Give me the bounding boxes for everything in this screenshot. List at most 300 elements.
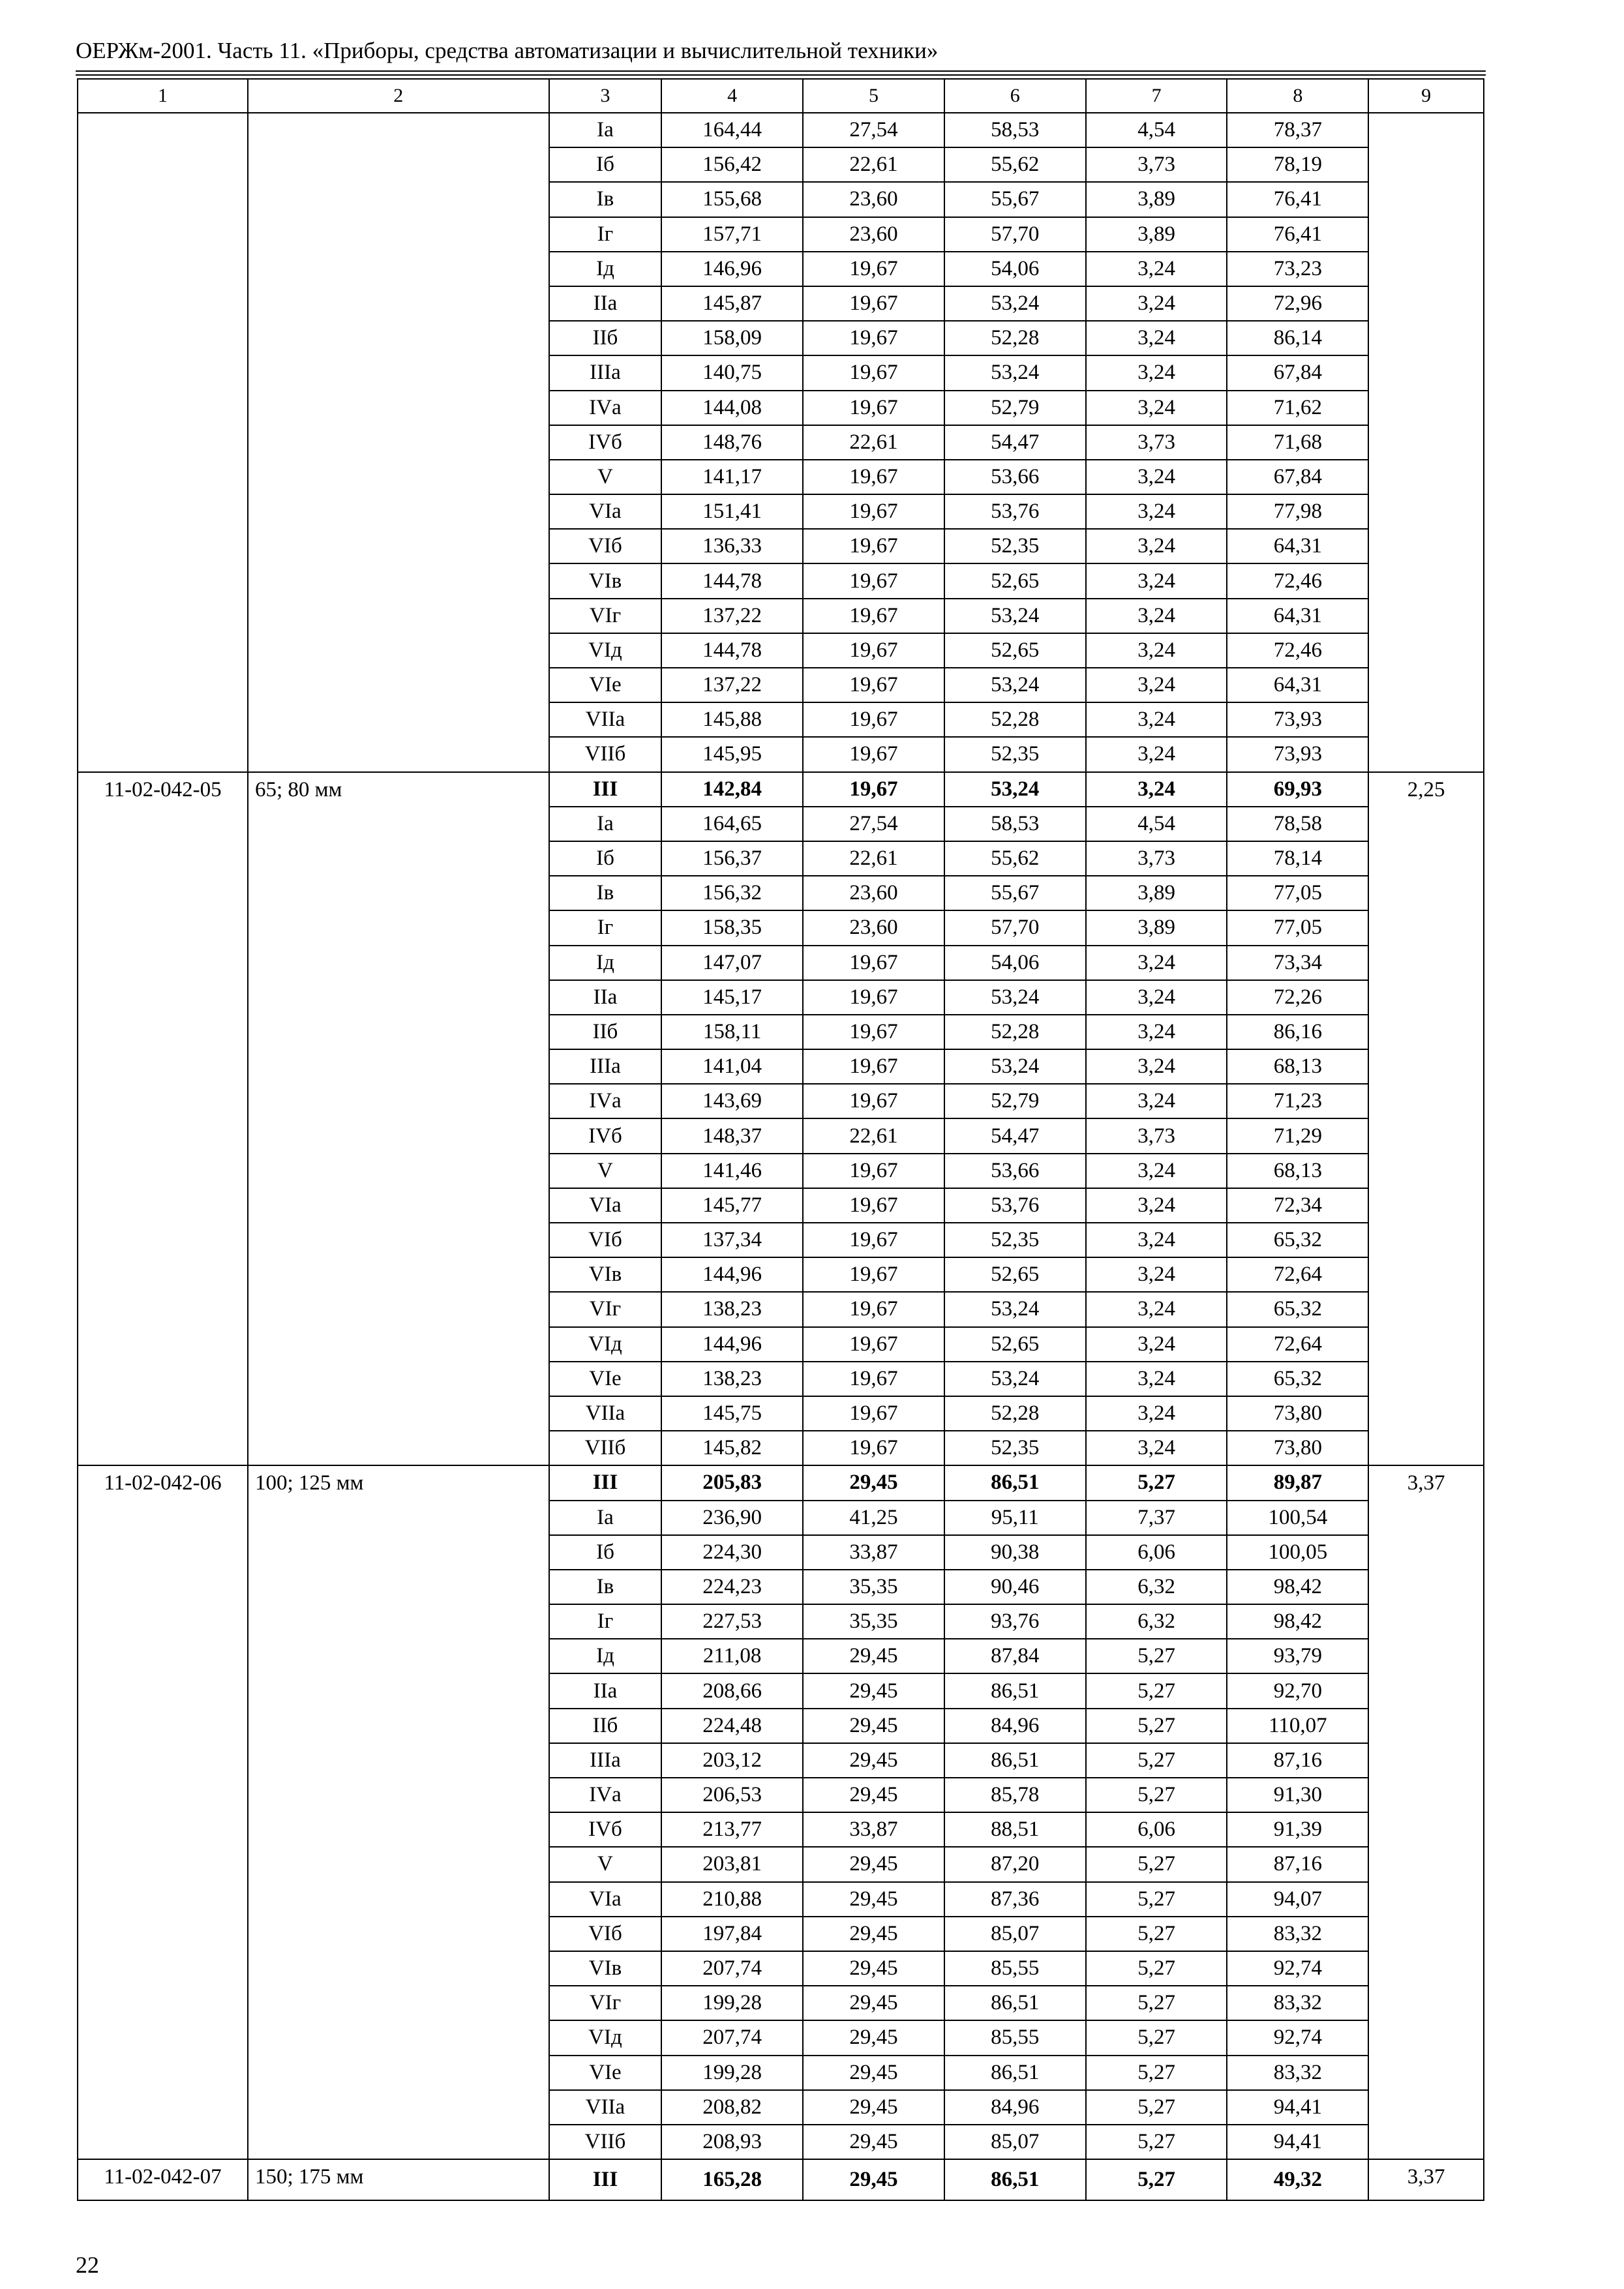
value-cell: 93,76 bbox=[944, 1604, 1086, 1639]
value-cell: 54,06 bbox=[944, 252, 1086, 286]
value-cell: 4,54 bbox=[1086, 113, 1227, 147]
variant-cell: Iб bbox=[549, 1535, 662, 1570]
value-cell: 197,84 bbox=[661, 1917, 803, 1951]
value-cell: 53,66 bbox=[944, 460, 1086, 494]
value-cell: 213,77 bbox=[661, 1812, 803, 1847]
value-cell: 93,79 bbox=[1227, 1639, 1368, 1673]
value-cell: 208,82 bbox=[661, 2090, 803, 2125]
value-cell: 23,60 bbox=[803, 876, 944, 910]
header-rule bbox=[76, 70, 1486, 72]
variant-cell: Iа bbox=[549, 1501, 662, 1535]
variant-cell: V bbox=[549, 1154, 662, 1188]
value-cell: 87,16 bbox=[1227, 1743, 1368, 1778]
value-cell: 3,24 bbox=[1086, 702, 1227, 737]
value-cell: 29,45 bbox=[803, 1951, 944, 1986]
value-cell: 55,62 bbox=[944, 147, 1086, 182]
value-cell: 64,31 bbox=[1227, 668, 1368, 702]
column-header: 2 bbox=[248, 79, 549, 113]
value-cell: 85,07 bbox=[944, 2125, 1086, 2159]
value-cell: 29,45 bbox=[803, 1882, 944, 1917]
value-cell: 19,67 bbox=[803, 737, 944, 771]
value-cell: 5,27 bbox=[1086, 2056, 1227, 2090]
value-cell: 5,27 bbox=[1086, 1465, 1227, 1500]
value-cell: 77,05 bbox=[1227, 876, 1368, 910]
variant-cell: IIа bbox=[549, 286, 662, 321]
value-cell: 64,31 bbox=[1227, 599, 1368, 633]
value-cell: 164,65 bbox=[661, 807, 803, 841]
variant-cell: IIIа bbox=[549, 355, 662, 390]
value-cell: 78,58 bbox=[1227, 807, 1368, 841]
variant-cell: VIе bbox=[549, 1362, 662, 1396]
value-cell: 19,67 bbox=[803, 1223, 944, 1257]
value-cell: 29,45 bbox=[803, 1986, 944, 2020]
variant-cell: Iб bbox=[549, 841, 662, 876]
variant-cell: IIб bbox=[549, 1015, 662, 1049]
value-cell: 145,82 bbox=[661, 1431, 803, 1465]
value-cell: 208,66 bbox=[661, 1673, 803, 1708]
value-cell: 78,37 bbox=[1227, 113, 1368, 147]
value-cell: 148,37 bbox=[661, 1118, 803, 1153]
column-header: 7 bbox=[1086, 79, 1227, 113]
value-cell: 5,27 bbox=[1086, 1778, 1227, 1812]
table-row bbox=[78, 2159, 1484, 2200]
value-cell: 5,27 bbox=[1086, 1882, 1227, 1917]
value-cell: 137,22 bbox=[661, 668, 803, 702]
value-cell: 94,07 bbox=[1227, 1882, 1368, 1917]
variant-cell: VIIа bbox=[549, 702, 662, 737]
value-cell: 3,24 bbox=[1086, 286, 1227, 321]
value-cell: 143,69 bbox=[661, 1084, 803, 1118]
value-cell: 19,67 bbox=[803, 702, 944, 737]
value-cell: 19,67 bbox=[803, 946, 944, 980]
value-cell: 145,77 bbox=[661, 1188, 803, 1223]
value-cell: 5,27 bbox=[1086, 2020, 1227, 2055]
code-cell: 11-02-042-06 bbox=[78, 1465, 248, 2159]
value-cell: 29,45 bbox=[803, 1709, 944, 1743]
value-cell: 49,32 bbox=[1227, 2159, 1368, 2200]
column-number-row bbox=[78, 79, 1484, 113]
value-cell: 71,23 bbox=[1227, 1084, 1368, 1118]
value-cell: 67,84 bbox=[1227, 355, 1368, 390]
value-cell: 3,24 bbox=[1086, 633, 1227, 668]
value-cell: 3,73 bbox=[1086, 841, 1227, 876]
value-cell: 19,67 bbox=[803, 1049, 944, 1084]
value-cell: 5,27 bbox=[1086, 1673, 1227, 1708]
value-cell: 71,68 bbox=[1227, 425, 1368, 460]
value-cell: 3,24 bbox=[1086, 1223, 1227, 1257]
value-cell: 158,09 bbox=[661, 321, 803, 355]
variant-cell: Iа bbox=[549, 113, 662, 147]
column-header: 5 bbox=[803, 79, 944, 113]
variant-cell: Iа bbox=[549, 807, 662, 841]
value-cell: 19,67 bbox=[803, 1362, 944, 1396]
code-cell: 11-02-042-07 bbox=[78, 2159, 248, 2200]
value-cell: 19,67 bbox=[803, 633, 944, 668]
value-cell: 144,96 bbox=[661, 1327, 803, 1362]
value-cell: 142,84 bbox=[661, 772, 803, 807]
variant-cell: VIд bbox=[549, 2020, 662, 2055]
value-cell: 90,38 bbox=[944, 1535, 1086, 1570]
value-cell: 3,24 bbox=[1086, 772, 1227, 807]
value-cell: 58,53 bbox=[944, 113, 1086, 147]
value-cell: 33,87 bbox=[803, 1812, 944, 1847]
value-cell: 5,27 bbox=[1086, 1986, 1227, 2020]
value-cell: 3,24 bbox=[1086, 355, 1227, 390]
value-cell: 3,73 bbox=[1086, 1118, 1227, 1153]
value-cell: 35,35 bbox=[803, 1570, 944, 1604]
value-cell: 208,93 bbox=[661, 2125, 803, 2159]
value-cell: 3,24 bbox=[1086, 1292, 1227, 1326]
value-cell: 65,32 bbox=[1227, 1362, 1368, 1396]
value-cell: 29,45 bbox=[803, 2159, 944, 2200]
value-cell: 148,76 bbox=[661, 425, 803, 460]
value-cell: 83,32 bbox=[1227, 2056, 1368, 2090]
value-cell: 53,24 bbox=[944, 980, 1086, 1015]
value-cell: 3,24 bbox=[1086, 321, 1227, 355]
variant-cell: IVа bbox=[549, 391, 662, 425]
variant-cell: VIIб bbox=[549, 2125, 662, 2159]
coefficient-cell bbox=[1368, 113, 1484, 772]
variant-cell: IIб bbox=[549, 321, 662, 355]
value-cell: 6,06 bbox=[1086, 1535, 1227, 1570]
value-cell: 29,45 bbox=[803, 1778, 944, 1812]
table-row bbox=[78, 772, 1484, 807]
table-body bbox=[78, 113, 1484, 2200]
variant-cell: IVа bbox=[549, 1778, 662, 1812]
variant-cell: IIIа bbox=[549, 1049, 662, 1084]
value-cell: 19,67 bbox=[803, 980, 944, 1015]
value-cell: 53,24 bbox=[944, 355, 1086, 390]
value-cell: 145,95 bbox=[661, 737, 803, 771]
value-cell: 22,61 bbox=[803, 425, 944, 460]
value-cell: 53,24 bbox=[944, 286, 1086, 321]
page-number: 22 bbox=[76, 2252, 99, 2278]
value-cell: 3,24 bbox=[1086, 668, 1227, 702]
value-cell: 3,24 bbox=[1086, 1396, 1227, 1431]
value-cell: 52,35 bbox=[944, 529, 1086, 563]
value-cell: 86,51 bbox=[944, 1465, 1086, 1500]
value-cell: 5,27 bbox=[1086, 2090, 1227, 2125]
value-cell: 53,24 bbox=[944, 1362, 1086, 1396]
value-cell: 86,16 bbox=[1227, 1015, 1368, 1049]
value-cell: 52,79 bbox=[944, 391, 1086, 425]
value-cell: 137,34 bbox=[661, 1223, 803, 1257]
variant-cell: VIе bbox=[549, 668, 662, 702]
value-cell: 58,53 bbox=[944, 807, 1086, 841]
value-cell: 19,67 bbox=[803, 391, 944, 425]
value-cell: 72,46 bbox=[1227, 563, 1368, 598]
value-cell: 211,08 bbox=[661, 1639, 803, 1673]
value-cell: 206,53 bbox=[661, 1778, 803, 1812]
value-cell: 23,60 bbox=[803, 182, 944, 217]
value-cell: 55,67 bbox=[944, 182, 1086, 217]
value-cell: 72,96 bbox=[1227, 286, 1368, 321]
value-cell: 29,45 bbox=[803, 2125, 944, 2159]
value-cell: 3,24 bbox=[1086, 1049, 1227, 1084]
variant-cell: VIб bbox=[549, 1223, 662, 1257]
value-cell: 155,68 bbox=[661, 182, 803, 217]
value-cell: 53,76 bbox=[944, 1188, 1086, 1223]
value-cell: 85,78 bbox=[944, 1778, 1086, 1812]
value-cell: 86,51 bbox=[944, 2056, 1086, 2090]
value-cell: 5,27 bbox=[1086, 1639, 1227, 1673]
table-row bbox=[78, 113, 1484, 147]
column-header: 4 bbox=[661, 79, 803, 113]
variant-cell: Iг bbox=[549, 217, 662, 252]
value-cell: 3,24 bbox=[1086, 1257, 1227, 1292]
value-cell: 19,67 bbox=[803, 494, 944, 529]
value-cell: 52,79 bbox=[944, 1084, 1086, 1118]
value-cell: 72,46 bbox=[1227, 633, 1368, 668]
value-cell: 52,65 bbox=[944, 563, 1086, 598]
value-cell: 145,75 bbox=[661, 1396, 803, 1431]
value-cell: 29,45 bbox=[803, 2020, 944, 2055]
value-cell: 141,04 bbox=[661, 1049, 803, 1084]
value-cell: 207,74 bbox=[661, 1951, 803, 1986]
value-cell: 3,24 bbox=[1086, 563, 1227, 598]
value-cell: 203,81 bbox=[661, 1847, 803, 1881]
value-cell: 29,45 bbox=[803, 1743, 944, 1778]
value-cell: 3,24 bbox=[1086, 391, 1227, 425]
value-cell: 224,48 bbox=[661, 1709, 803, 1743]
value-cell: 3,24 bbox=[1086, 1084, 1227, 1118]
value-cell: 3,24 bbox=[1086, 1188, 1227, 1223]
value-cell: 54,47 bbox=[944, 425, 1086, 460]
variant-cell: VIв bbox=[549, 1951, 662, 1986]
value-cell: 138,23 bbox=[661, 1362, 803, 1396]
variant-cell: VIIа bbox=[549, 1396, 662, 1431]
value-cell: 22,61 bbox=[803, 1118, 944, 1153]
value-cell: 138,23 bbox=[661, 1292, 803, 1326]
variant-cell: VIе bbox=[549, 2056, 662, 2090]
value-cell: 6,32 bbox=[1086, 1570, 1227, 1604]
variant-cell: Iв bbox=[549, 1570, 662, 1604]
value-cell: 78,19 bbox=[1227, 147, 1368, 182]
value-cell: 136,33 bbox=[661, 529, 803, 563]
variant-cell: VIа bbox=[549, 1882, 662, 1917]
value-cell: 199,28 bbox=[661, 2056, 803, 2090]
value-cell: 94,41 bbox=[1227, 2090, 1368, 2125]
value-cell: 29,45 bbox=[803, 1917, 944, 1951]
value-cell: 65,32 bbox=[1227, 1292, 1368, 1326]
variant-cell: III bbox=[549, 2159, 662, 2200]
value-cell: 158,11 bbox=[661, 1015, 803, 1049]
variant-cell: IIа bbox=[549, 1673, 662, 1708]
value-cell: 4,54 bbox=[1086, 807, 1227, 841]
value-cell: 19,67 bbox=[803, 529, 944, 563]
value-cell: 73,93 bbox=[1227, 737, 1368, 771]
value-cell: 85,07 bbox=[944, 1917, 1086, 1951]
variant-cell: IVб bbox=[549, 1812, 662, 1847]
value-cell: 3,24 bbox=[1086, 980, 1227, 1015]
variant-cell: III bbox=[549, 1465, 662, 1500]
value-cell: 19,67 bbox=[803, 286, 944, 321]
value-cell: 144,96 bbox=[661, 1257, 803, 1292]
value-cell: 87,16 bbox=[1227, 1847, 1368, 1881]
name-cell: 65; 80 мм bbox=[248, 772, 549, 1466]
variant-cell: V bbox=[549, 1847, 662, 1881]
variant-cell: VIг bbox=[549, 1986, 662, 2020]
value-cell: 205,83 bbox=[661, 1465, 803, 1500]
coefficient-cell: 3,37 bbox=[1368, 1465, 1484, 2159]
value-cell: 156,42 bbox=[661, 147, 803, 182]
value-cell: 140,75 bbox=[661, 355, 803, 390]
value-cell: 98,42 bbox=[1227, 1570, 1368, 1604]
value-cell: 3,89 bbox=[1086, 217, 1227, 252]
value-cell: 3,24 bbox=[1086, 737, 1227, 771]
value-cell: 100,54 bbox=[1227, 1501, 1368, 1535]
variant-cell: IVб bbox=[549, 1118, 662, 1153]
value-cell: 85,55 bbox=[944, 1951, 1086, 1986]
value-cell: 94,41 bbox=[1227, 2125, 1368, 2159]
value-cell: 53,24 bbox=[944, 772, 1086, 807]
variant-cell: VIд bbox=[549, 633, 662, 668]
value-cell: 72,34 bbox=[1227, 1188, 1368, 1223]
value-cell: 156,37 bbox=[661, 841, 803, 876]
value-cell: 29,45 bbox=[803, 2056, 944, 2090]
name-cell: 100; 125 мм bbox=[248, 1465, 549, 2159]
value-cell: 68,13 bbox=[1227, 1154, 1368, 1188]
value-cell: 156,32 bbox=[661, 876, 803, 910]
value-cell: 145,87 bbox=[661, 286, 803, 321]
value-cell: 57,70 bbox=[944, 217, 1086, 252]
value-cell: 144,78 bbox=[661, 633, 803, 668]
value-cell: 19,67 bbox=[803, 1292, 944, 1326]
value-cell: 29,45 bbox=[803, 2090, 944, 2125]
value-cell: 53,24 bbox=[944, 599, 1086, 633]
value-cell: 52,35 bbox=[944, 737, 1086, 771]
value-cell: 203,12 bbox=[661, 1743, 803, 1778]
variant-cell: VIа bbox=[549, 1188, 662, 1223]
value-cell: 6,06 bbox=[1086, 1812, 1227, 1847]
value-cell: 19,67 bbox=[803, 1431, 944, 1465]
value-cell: 29,45 bbox=[803, 1673, 944, 1708]
value-cell: 158,35 bbox=[661, 910, 803, 945]
variant-cell: III bbox=[549, 772, 662, 807]
value-cell: 5,27 bbox=[1086, 1709, 1227, 1743]
variant-cell: Iв bbox=[549, 182, 662, 217]
value-cell: 86,51 bbox=[944, 1743, 1086, 1778]
value-cell: 110,07 bbox=[1227, 1709, 1368, 1743]
value-cell: 64,31 bbox=[1227, 529, 1368, 563]
value-cell: 210,88 bbox=[661, 1882, 803, 1917]
value-cell: 19,67 bbox=[803, 1084, 944, 1118]
value-cell: 23,60 bbox=[803, 910, 944, 945]
value-cell: 22,61 bbox=[803, 147, 944, 182]
value-cell: 53,24 bbox=[944, 668, 1086, 702]
coefficient-cell: 3,37 bbox=[1368, 2159, 1484, 2200]
value-cell: 207,74 bbox=[661, 2020, 803, 2055]
value-cell: 55,67 bbox=[944, 876, 1086, 910]
value-cell: 52,28 bbox=[944, 321, 1086, 355]
variant-cell: Iг bbox=[549, 910, 662, 945]
value-cell: 3,24 bbox=[1086, 946, 1227, 980]
value-cell: 52,28 bbox=[944, 1396, 1086, 1431]
column-header: 6 bbox=[944, 79, 1086, 113]
value-cell: 23,60 bbox=[803, 217, 944, 252]
name-cell: 150; 175 мм bbox=[248, 2159, 549, 2200]
value-cell: 3,89 bbox=[1086, 182, 1227, 217]
value-cell: 89,87 bbox=[1227, 1465, 1368, 1500]
value-cell: 73,80 bbox=[1227, 1396, 1368, 1431]
value-cell: 77,05 bbox=[1227, 910, 1368, 945]
code-cell bbox=[78, 113, 248, 772]
value-cell: 3,73 bbox=[1086, 425, 1227, 460]
variant-cell: VIб bbox=[549, 1917, 662, 1951]
value-cell: 19,67 bbox=[803, 563, 944, 598]
value-cell: 35,35 bbox=[803, 1604, 944, 1639]
value-cell: 145,88 bbox=[661, 702, 803, 737]
variant-cell: IIIа bbox=[549, 1743, 662, 1778]
value-cell: 73,93 bbox=[1227, 702, 1368, 737]
value-cell: 77,98 bbox=[1227, 494, 1368, 529]
value-cell: 85,55 bbox=[944, 2020, 1086, 2055]
value-cell: 3,24 bbox=[1086, 1431, 1227, 1465]
value-cell: 57,70 bbox=[944, 910, 1086, 945]
value-cell: 22,61 bbox=[803, 841, 944, 876]
price-table bbox=[77, 78, 1484, 2201]
value-cell: 84,96 bbox=[944, 2090, 1086, 2125]
value-cell: 19,67 bbox=[803, 772, 944, 807]
value-cell: 5,27 bbox=[1086, 2159, 1227, 2200]
column-header: 1 bbox=[78, 79, 248, 113]
value-cell: 7,37 bbox=[1086, 1501, 1227, 1535]
value-cell: 29,45 bbox=[803, 1639, 944, 1673]
value-cell: 88,51 bbox=[944, 1812, 1086, 1847]
value-cell: 227,53 bbox=[661, 1604, 803, 1639]
value-cell: 3,24 bbox=[1086, 252, 1227, 286]
value-cell: 76,41 bbox=[1227, 217, 1368, 252]
value-cell: 19,67 bbox=[803, 1188, 944, 1223]
value-cell: 86,51 bbox=[944, 2159, 1086, 2200]
value-cell: 55,62 bbox=[944, 841, 1086, 876]
value-cell: 19,67 bbox=[803, 355, 944, 390]
value-cell: 164,44 bbox=[661, 113, 803, 147]
value-cell: 52,35 bbox=[944, 1223, 1086, 1257]
value-cell: 68,13 bbox=[1227, 1049, 1368, 1084]
value-cell: 54,06 bbox=[944, 946, 1086, 980]
value-cell: 84,96 bbox=[944, 1709, 1086, 1743]
value-cell: 3,24 bbox=[1086, 1327, 1227, 1362]
value-cell: 3,89 bbox=[1086, 910, 1227, 945]
variant-cell: VIа bbox=[549, 494, 662, 529]
variant-cell: VIг bbox=[549, 599, 662, 633]
value-cell: 86,51 bbox=[944, 1673, 1086, 1708]
value-cell: 54,47 bbox=[944, 1118, 1086, 1153]
variant-cell: VIIб bbox=[549, 1431, 662, 1465]
value-cell: 141,17 bbox=[661, 460, 803, 494]
value-cell: 151,41 bbox=[661, 494, 803, 529]
value-cell: 86,51 bbox=[944, 1986, 1086, 2020]
value-cell: 19,67 bbox=[803, 1257, 944, 1292]
variant-cell: IIа bbox=[549, 980, 662, 1015]
variant-cell: VIб bbox=[549, 529, 662, 563]
value-cell: 53,66 bbox=[944, 1154, 1086, 1188]
value-cell: 100,05 bbox=[1227, 1535, 1368, 1570]
variant-cell: IVб bbox=[549, 425, 662, 460]
value-cell: 95,11 bbox=[944, 1501, 1086, 1535]
value-cell: 52,28 bbox=[944, 1015, 1086, 1049]
value-cell: 19,67 bbox=[803, 1154, 944, 1188]
value-cell: 199,28 bbox=[661, 1986, 803, 2020]
header-rule bbox=[76, 74, 1486, 76]
variant-cell: Iд bbox=[549, 1639, 662, 1673]
variant-cell: IIб bbox=[549, 1709, 662, 1743]
value-cell: 141,46 bbox=[661, 1154, 803, 1188]
value-cell: 29,45 bbox=[803, 1847, 944, 1881]
column-header: 9 bbox=[1368, 79, 1484, 113]
value-cell: 5,27 bbox=[1086, 1847, 1227, 1881]
